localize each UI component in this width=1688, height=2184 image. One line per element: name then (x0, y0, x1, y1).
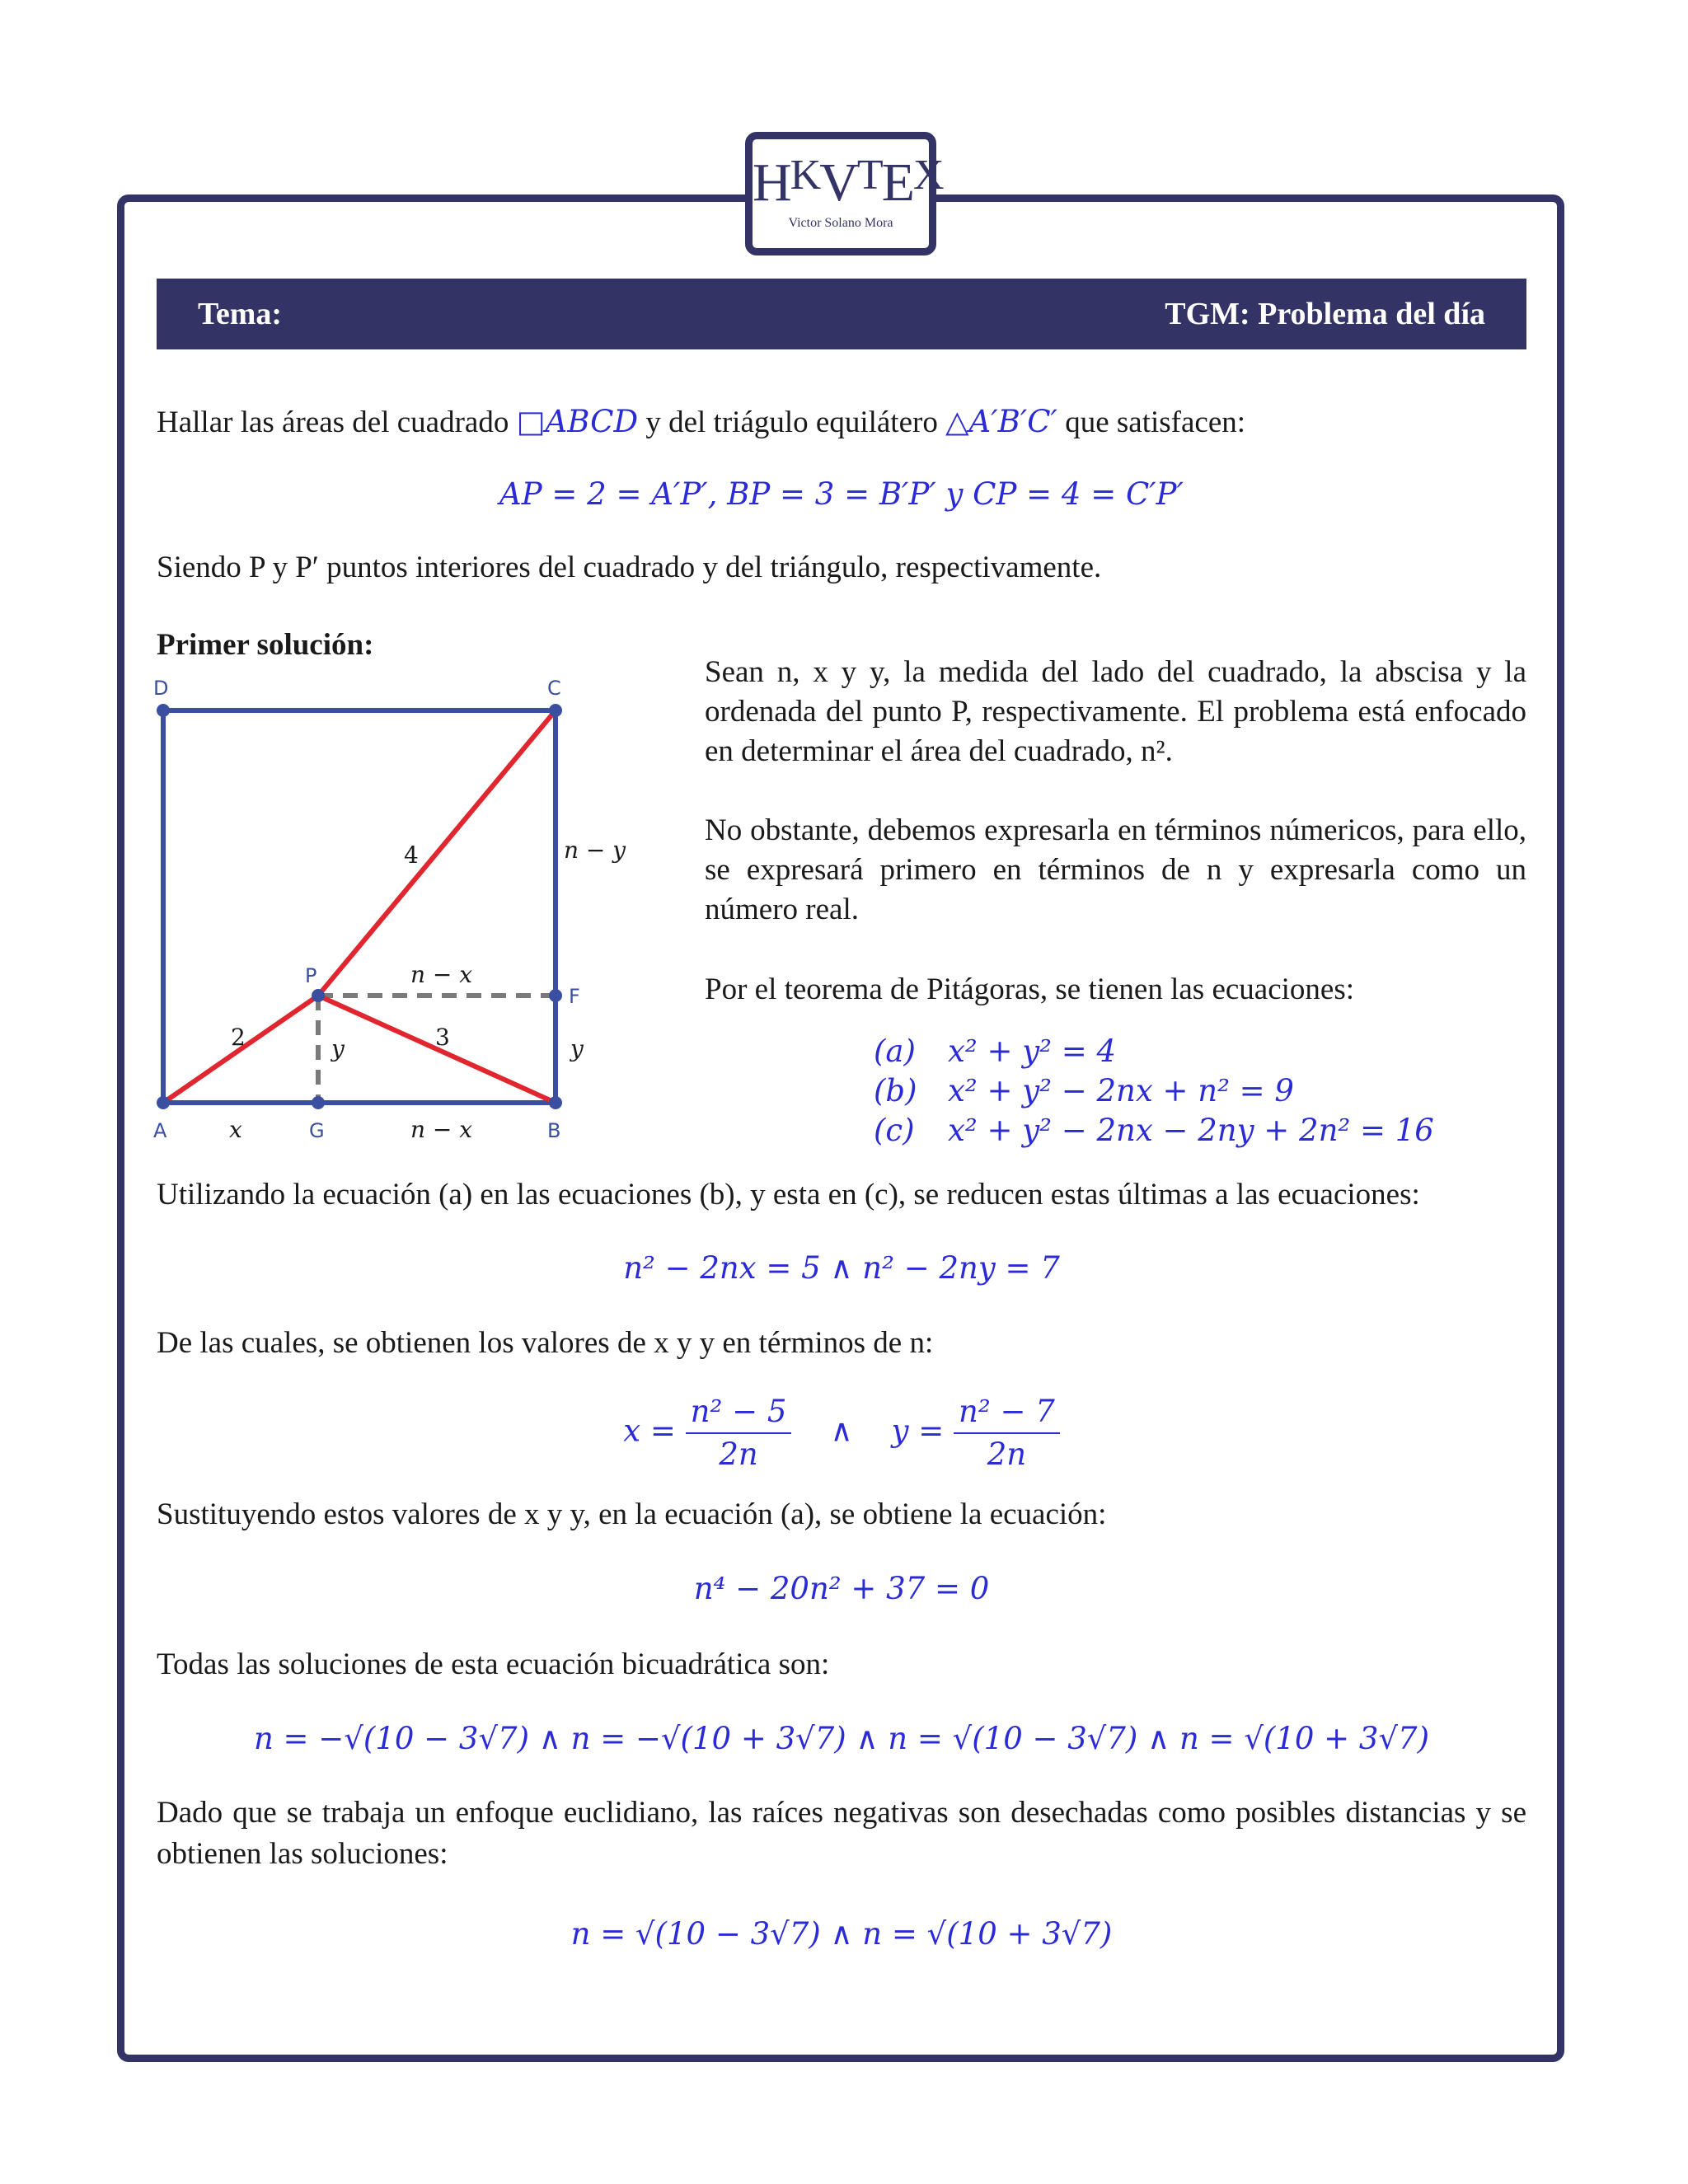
equation-a: (a) x² + y² = 4 (874, 1033, 1117, 1069)
body-text-2: De las cuales, se obtienen los valores de x y y en términos de n: (157, 1326, 934, 1360)
intro-line-1 (157, 401, 1245, 443)
point-a (157, 1096, 170, 1109)
point-d (157, 704, 170, 717)
seg-n-minus-x-gb: n − x (410, 1116, 473, 1143)
paragraph-1: Sean n, x y y, la medida del lado del cuadrado, la abscisa y la ordenada del punto P, respectivamente. El problema está enfocado en determinar el área del cuadrado, n². (705, 655, 1526, 768)
banner-label: Tema: (198, 297, 283, 331)
seg-ap-label: 2 (231, 1024, 246, 1051)
logo-mark: $H^KV^TE^X$ (753, 152, 943, 213)
point-b (549, 1096, 562, 1109)
reduced-equations: n² − 2nx = 5 ∧ n² − 2ny = 7 (623, 1250, 1060, 1286)
point-c (549, 704, 562, 717)
pythagoras-equations (874, 1032, 1434, 1151)
banner-title: TGM: Problema del día (1165, 297, 1485, 331)
and-symbol: ∧ (830, 1413, 853, 1449)
seg-bp-label: 3 (435, 1024, 450, 1051)
y-fraction: $\frac{\text{n² − 7}}{2n}$ (954, 1391, 1060, 1475)
x-lhs: x = (623, 1413, 676, 1449)
seg-y-bf: y (570, 1035, 584, 1062)
intro-text-b: y del triágulo equilátero (645, 405, 938, 439)
label-b: B (547, 1119, 561, 1142)
positive-solutions: n = √(10 − 3√7) ∧ n = √(10 + 3√7) (570, 1916, 1113, 1952)
label-d: D (153, 677, 169, 700)
solution-title: Primer solución: (157, 628, 374, 662)
point-p (312, 989, 325, 1002)
paragraph-3: Por el teorema de Pitágoras, se tienen las ecuaciones: (705, 972, 1355, 1006)
square-abcd (163, 710, 556, 1103)
segment-cp (318, 710, 556, 996)
logo-author: Victor Solano Mora (788, 216, 893, 230)
seg-n-minus-x-top: n − x (410, 961, 473, 988)
seg-x-ag: x (229, 1116, 242, 1143)
logo (745, 132, 943, 255)
equation-c: (c) x² + y² − 2nx − 2ny + 2n² = 16 (874, 1113, 1434, 1148)
label-f: F (569, 985, 580, 1008)
triangle-name: △A′B′C′ (945, 404, 1057, 439)
point-f (549, 989, 562, 1002)
body-text-5: Dado que se trabaja un enfoque euclidiano, las raíces negativas son desechadas como posibles distancias y se obtienen las soluciones: (157, 1796, 1526, 1871)
seg-y-pg: y (331, 1035, 345, 1062)
x-fraction: $\frac{\text{n² − 5}}{2n}$ (686, 1391, 792, 1475)
topic-banner (157, 279, 1526, 349)
intro-text-a: Hallar las áreas del cuadrado (157, 405, 509, 439)
label-a: A (153, 1119, 167, 1142)
label-g: G (309, 1119, 325, 1142)
seg-cp-label: 4 (404, 841, 419, 869)
y-lhs: y = (891, 1413, 945, 1449)
intro-text-c: que satisfacen: (1065, 405, 1246, 439)
label-c: C (547, 677, 561, 700)
all-solutions: n = −√(10 − 3√7) ∧ n = −√(10 + 3√7) ∧ n = √(10 − 3√7) ∧ n = √(10 + 3√7) (253, 1721, 1430, 1756)
seg-n-minus-y: n − y (564, 837, 626, 864)
label-p: P (305, 964, 317, 987)
equation-b: (b) x² + y² − 2nx + n² = 9 (874, 1073, 1294, 1108)
square-figure (124, 659, 651, 1154)
square-name: □ABCD (516, 404, 639, 439)
biquadratic-equation: n⁴ − 20n² + 37 = 0 (693, 1571, 990, 1606)
body-text-3: Sustituyendo estos valores de x y y, en la ecuación (a), se obtiene la ecuación: (157, 1497, 1107, 1531)
body-text-1: Utilizando la ecuación (a) en las ecuaciones (b), y esta en (c), se reducen estas últimas a las ecuaciones: (157, 1178, 1420, 1212)
paragraph-2: No obstante, debemos expresarla en términos númericos, para ello, se expresará primero en términos de n y expresarla como un número real. (705, 813, 1526, 926)
xy-fractions (157, 1391, 1526, 1475)
body-text-4: Todas las soluciones de esta ecuación bicuadrática son: (157, 1647, 830, 1681)
conditions-equation: AP = 2 = A′P′, BP = 3 = B′P′ y CP = 4 = C′P′ (499, 476, 1184, 512)
intro-line-2: Siendo P y P′ puntos interiores del cuadrado y del triángulo, respectivamente. (157, 551, 1102, 584)
point-g (312, 1096, 325, 1109)
